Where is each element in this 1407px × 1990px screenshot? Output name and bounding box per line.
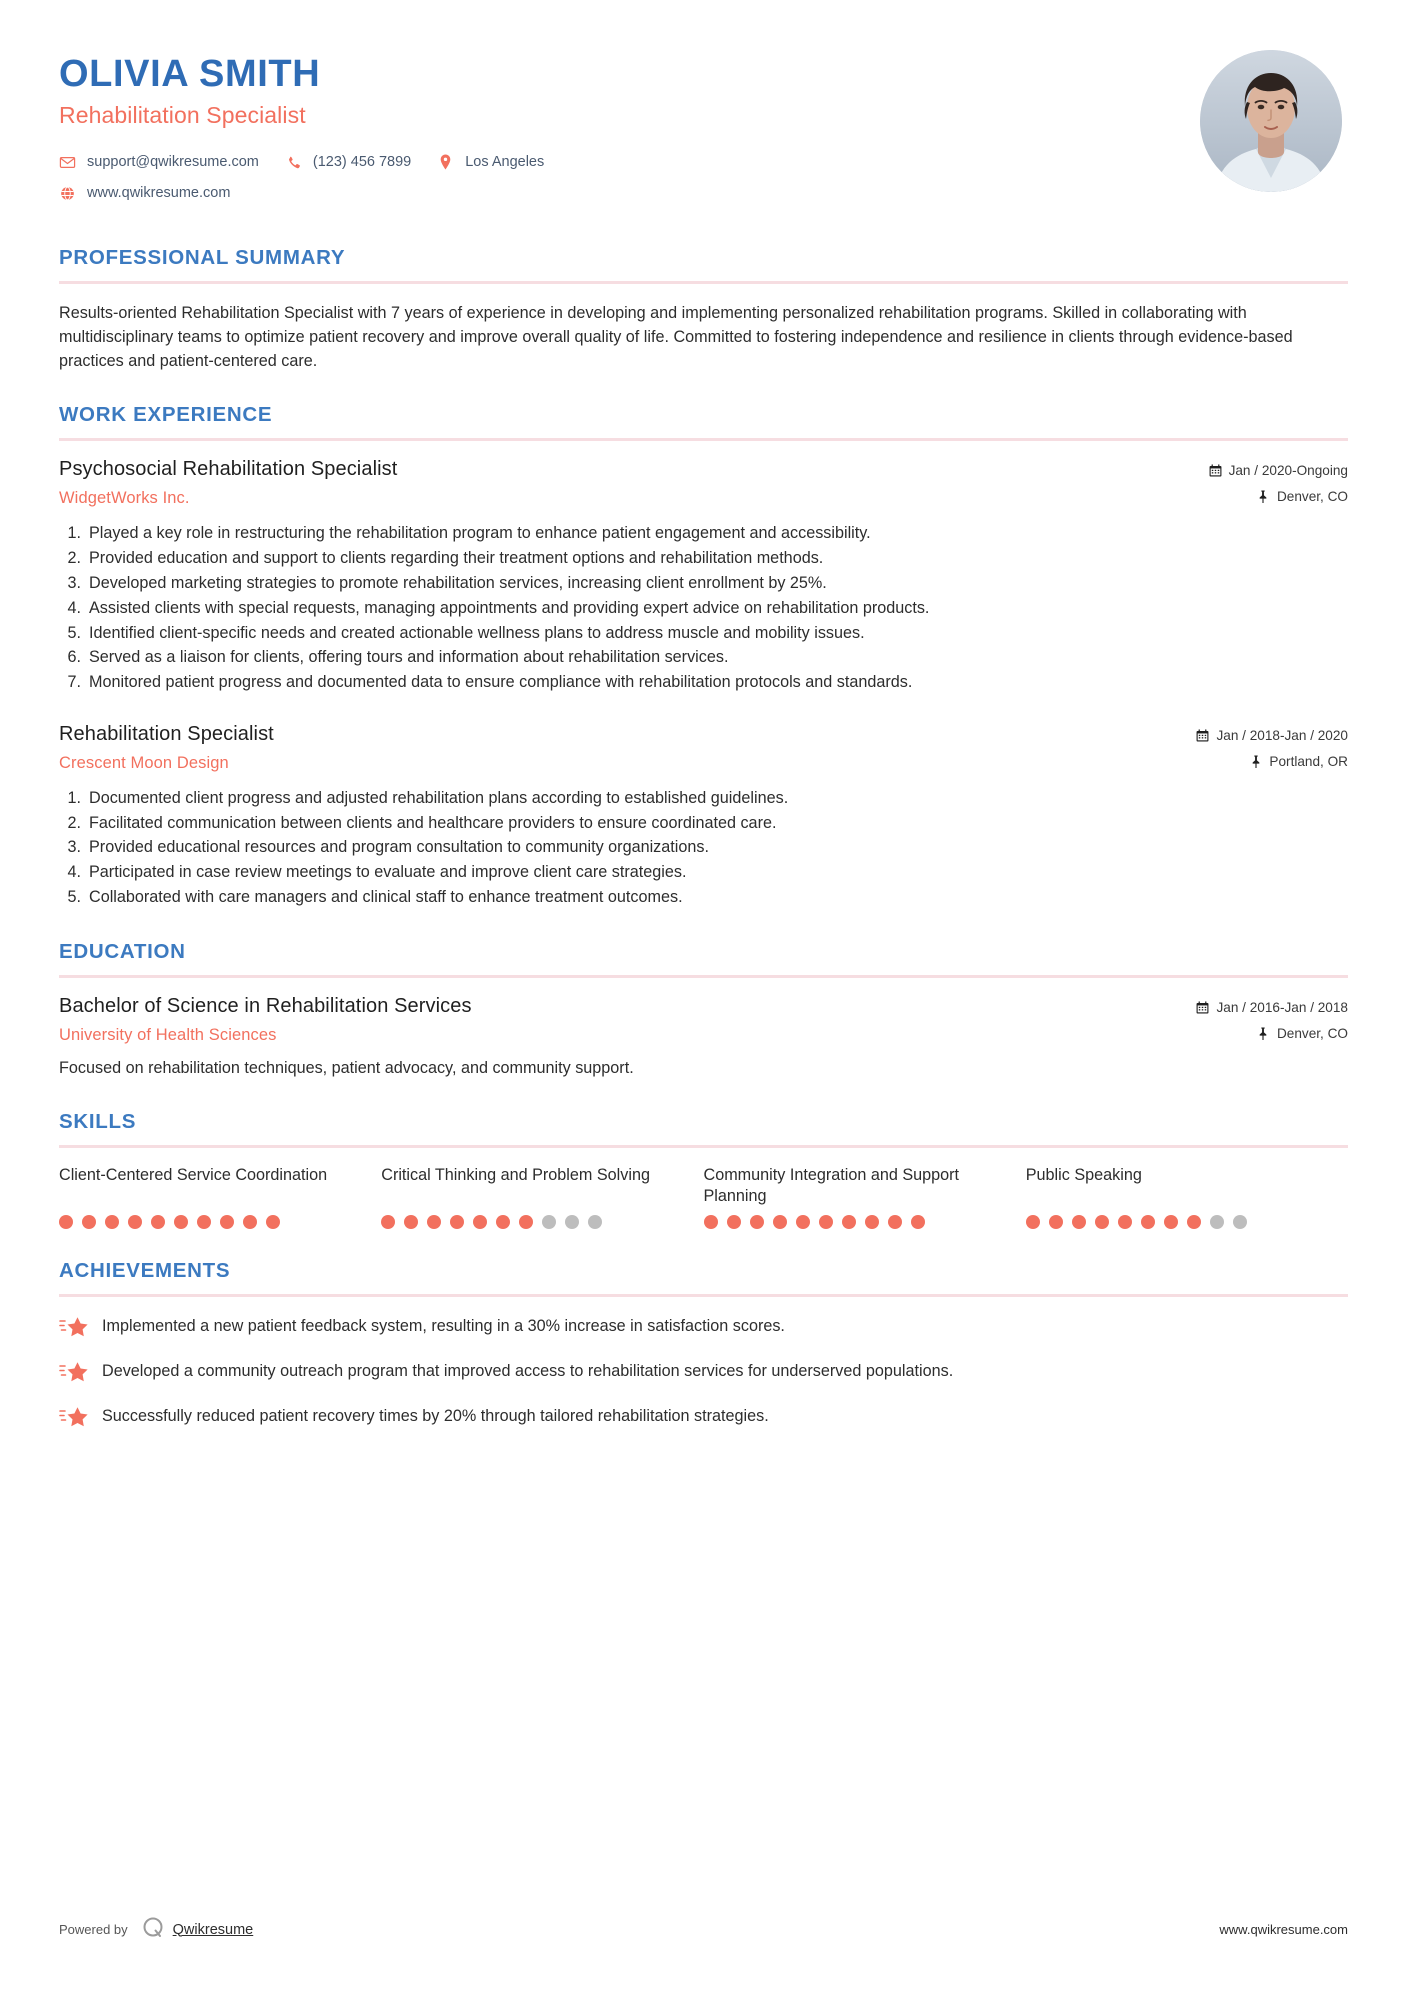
pushpin-icon (1249, 755, 1262, 768)
section-divider (59, 281, 1348, 284)
skill-level-dot (542, 1215, 556, 1229)
experience-location-text: Denver, CO (1276, 489, 1348, 505)
skill-level-meter (381, 1215, 681, 1229)
skill-level-dot (773, 1215, 787, 1229)
bullet-text: Provided education and support to clients regarding their treatment options and rehabilitation methods. (89, 549, 824, 568)
bullet-text: Developed marketing strategies to promote rehabilitation services, increasing client enrollment by 25%. (89, 574, 827, 592)
section-divider (59, 438, 1348, 441)
achievement-text: Implemented a new patient feedback system, resulting in a 30% increase in satisfaction scores. (102, 1317, 785, 1336)
skill-level-dot (842, 1215, 856, 1229)
skill-level-dot (1141, 1215, 1155, 1229)
skill-item (704, 1165, 1026, 1229)
skill-level-dot (1164, 1215, 1178, 1229)
bullet-text: Served as a liaison for clients, offering tours and information about rehabilitation services. (89, 648, 729, 667)
skill-level-meter (1026, 1215, 1326, 1229)
skill-level-dot (911, 1215, 925, 1229)
section-heading-skills: SKILLS (59, 1110, 137, 1134)
achievements-list (59, 1314, 1348, 1431)
location-pin-icon (437, 154, 454, 171)
pushpin-icon (1257, 490, 1270, 503)
header-identity-block (59, 48, 570, 216)
experience-company: WidgetWorks Inc. (59, 489, 190, 508)
experience-location (1196, 754, 1348, 769)
bullet-number: 4. (67, 598, 81, 617)
skill-level-dot (266, 1215, 280, 1229)
contact-website[interactable] (59, 185, 230, 202)
experience-entry-head (59, 458, 1348, 508)
contact-location-text: Los Angeles (465, 154, 545, 171)
page-title: OLIVIA SMITH (59, 53, 321, 95)
star-icon (59, 1405, 89, 1431)
bullet-number: 4. (67, 863, 81, 882)
skill-level-meter (704, 1215, 1004, 1229)
bullet-text: Participated in case review meetings to evaluate and improve client care strategies. (89, 863, 687, 882)
skill-level-dot (704, 1215, 718, 1229)
calendar-icon (1209, 464, 1222, 477)
education-date (1196, 1000, 1348, 1015)
pushpin-icon (1257, 1027, 1270, 1040)
section-achievements (59, 1259, 1348, 1431)
contact-location (437, 154, 544, 171)
contact-phone-text: (123) 456 7899 (312, 154, 412, 171)
education-location-text: Denver, CO (1276, 1025, 1348, 1041)
skill-level-dot (1210, 1215, 1224, 1229)
skill-level-dot (59, 1215, 73, 1229)
section-education (59, 940, 1348, 1080)
globe-icon (59, 185, 76, 202)
bullet-text: Monitored patient progress and documented data to ensure compliance with rehabilitation protocols and standards. (89, 673, 913, 692)
bullet-number: 2. (67, 549, 81, 568)
star-icon (59, 1315, 89, 1341)
experience-location (1209, 489, 1348, 504)
experience-bullet (59, 811, 1348, 836)
section-heading-summary: PROFESSIONAL SUMMARY (59, 245, 346, 269)
phone-icon (285, 154, 302, 171)
education-entry (59, 995, 1348, 1080)
experience-entry (59, 723, 1348, 910)
experience-bullet (59, 670, 1348, 695)
skill-level-dot (1187, 1215, 1201, 1229)
skill-level-dot (1233, 1215, 1247, 1229)
section-heading-education: EDUCATION (59, 939, 186, 963)
bullet-number: 3. (67, 574, 81, 592)
experience-date-text: Jan / 2020-Ongoing (1228, 463, 1348, 479)
experience-entry (59, 458, 1348, 694)
skill-level-dot (819, 1215, 833, 1229)
experience-entry-left (59, 723, 1196, 773)
footer-brand-link[interactable]: Qwikresume (172, 1921, 254, 1938)
experience-bullet (59, 621, 1348, 646)
experience-bullet (59, 546, 1348, 571)
skill-level-dot (796, 1215, 810, 1229)
education-date-text: Jan / 2016-Jan / 2018 (1216, 999, 1348, 1015)
experience-bullets (59, 521, 1348, 694)
section-professional-summary (59, 246, 1348, 374)
email-icon (59, 154, 76, 171)
section-divider (59, 1145, 1348, 1148)
achievement-item (59, 1404, 1348, 1431)
experience-date (1209, 463, 1348, 478)
skill-item (1026, 1165, 1348, 1229)
skill-level-dot (243, 1215, 257, 1229)
calendar-icon (1196, 729, 1209, 742)
skill-level-dot (151, 1215, 165, 1229)
star-icon (59, 1360, 89, 1386)
skill-level-dot (473, 1215, 487, 1229)
skill-level-dot (450, 1215, 464, 1229)
experience-role: Rehabilitation Specialist (59, 722, 274, 745)
skill-level-dot (565, 1215, 579, 1229)
contact-website-text: www.qwikresume.com (87, 185, 231, 202)
contact-email[interactable] (59, 154, 259, 171)
experience-bullet (59, 645, 1348, 670)
summary-text: Results-oriented Rehabilitation Specialist with 7 years of experience in developing and implementing personalized rehabilitation programs. Skilled in collaborating with multidisciplinary teams to optimize patient recovery and improve overall quality of life. Committed to fostering independence and resilience in clients through evidence-based practices and patient-centered care. (59, 303, 1293, 371)
skill-level-dot (105, 1215, 119, 1229)
bullet-number: 6. (67, 648, 81, 667)
achievement-item (59, 1314, 1348, 1341)
experience-entry-left (59, 458, 1209, 508)
bullet-text: Identified client-specific needs and created actionable wellness plans to address muscle and mobility issues. (89, 623, 865, 642)
skill-level-dot (1118, 1215, 1132, 1229)
qwikresume-logo-icon (140, 1915, 166, 1944)
skill-level-dot (588, 1215, 602, 1229)
skill-level-dot (128, 1215, 142, 1229)
achievement-text: Developed a community outreach program that improved access to rehabilitation services for underserved populations. (102, 1362, 954, 1381)
skill-level-dot (750, 1215, 764, 1229)
skill-level-dot (1049, 1215, 1063, 1229)
experience-entry-meta (1196, 723, 1348, 769)
skill-level-dot (1095, 1215, 1109, 1229)
education-entry-left (59, 995, 1196, 1045)
skill-level-dot (404, 1215, 418, 1229)
skill-level-dot (496, 1215, 510, 1229)
contact-phone[interactable] (285, 154, 411, 171)
resume-header (59, 0, 1348, 216)
experience-list (59, 458, 1348, 909)
profile-photo (1200, 50, 1342, 192)
experience-bullet (59, 885, 1348, 910)
skill-level-dot (197, 1215, 211, 1229)
experience-entry-head (59, 723, 1348, 773)
education-note: Focused on rehabilitation techniques, patient advocacy, and community support. (59, 1058, 634, 1077)
contact-row-secondary (59, 185, 570, 202)
skill-level-dot (865, 1215, 879, 1229)
skill-level-dot (519, 1215, 533, 1229)
footer-website[interactable]: www.qwikresume.com (1219, 1922, 1348, 1937)
bullet-number: 1. (67, 524, 81, 543)
section-heading-achievements: ACHIEVEMENTS (59, 1259, 231, 1283)
skill-level-dot (381, 1215, 395, 1229)
experience-company: Crescent Moon Design (59, 753, 229, 772)
skill-level-dot (174, 1215, 188, 1229)
skill-level-dot (427, 1215, 441, 1229)
experience-bullet (59, 786, 1348, 811)
footer-powered-by-label: Powered by (59, 1922, 128, 1937)
skill-name: Community Integration and Support Planning (703, 1166, 960, 1206)
skill-item (59, 1165, 381, 1229)
bullet-text: Provided educational resources and program consultation to community organizations. (89, 838, 709, 857)
skill-level-dot (1026, 1215, 1040, 1229)
experience-date (1196, 728, 1348, 743)
experience-role: Psychosocial Rehabilitation Specialist (59, 458, 398, 481)
achievement-item (59, 1359, 1348, 1386)
experience-entry-meta (1209, 458, 1348, 504)
experience-bullet (59, 835, 1348, 860)
experience-bullet (59, 571, 1348, 596)
skill-level-dot (82, 1215, 96, 1229)
education-entry-meta (1196, 995, 1348, 1041)
bullet-text: Assisted clients with special requests, managing appointments and providing expert advice on rehabilitation products. (89, 598, 930, 617)
experience-bullet (59, 596, 1348, 621)
achievement-text: Successfully reduced patient recovery times by 20% through tailored rehabilitation strategies. (102, 1407, 769, 1426)
skill-level-dot (1072, 1215, 1086, 1229)
experience-location-text: Portland, OR (1269, 753, 1348, 769)
section-skills (59, 1110, 1348, 1229)
experience-bullet (59, 860, 1348, 885)
bullet-text: Collaborated with care managers and clinical staff to enhance treatment outcomes. (89, 888, 683, 907)
skill-name: Client-Centered Service Coordination (59, 1166, 328, 1185)
education-list (59, 995, 1348, 1080)
experience-bullets (59, 786, 1348, 910)
bullet-number: 5. (67, 623, 81, 642)
bullet-text: Facilitated communication between clients and healthcare providers to ensure coordinated care. (89, 813, 777, 832)
skill-item (381, 1165, 703, 1229)
bullet-number: 1. (67, 788, 81, 807)
page-footer (59, 1915, 1348, 1944)
skill-name: Critical Thinking and Problem Solving (381, 1166, 650, 1185)
skills-grid (59, 1165, 1348, 1229)
contact-row-primary (59, 154, 570, 171)
education-school: University of Health Sciences (59, 1025, 277, 1044)
experience-date-text: Jan / 2018-Jan / 2020 (1216, 727, 1348, 743)
experience-bullet (59, 521, 1348, 546)
skill-level-dot (727, 1215, 741, 1229)
section-work-experience (59, 403, 1348, 909)
skill-level-dot (888, 1215, 902, 1229)
bullet-text: Documented client progress and adjusted rehabilitation plans according to established guidelines. (89, 788, 789, 807)
education-degree: Bachelor of Science in Rehabilitation Services (59, 994, 472, 1017)
contact-email-text: support@qwikresume.com (87, 154, 259, 171)
skill-name: Public Speaking (1025, 1166, 1142, 1185)
skill-level-meter (59, 1215, 359, 1229)
bullet-number: 2. (67, 813, 81, 832)
footer-powered-by (59, 1915, 253, 1944)
bullet-text: Played a key role in restructuring the rehabilitation program to enhance patient engagement and accessibility. (89, 524, 871, 543)
education-entry-head (59, 995, 1348, 1045)
skill-level-dot (220, 1215, 234, 1229)
job-title: Rehabilitation Specialist (59, 101, 306, 128)
section-divider (59, 975, 1348, 978)
section-divider (59, 1294, 1348, 1297)
bullet-number: 3. (67, 838, 81, 857)
calendar-icon (1196, 1001, 1209, 1014)
bullet-number: 5. (67, 888, 81, 907)
section-heading-experience: WORK EXPERIENCE (59, 403, 273, 427)
bullet-number: 7. (67, 673, 81, 692)
education-location (1196, 1026, 1348, 1041)
contact-details (59, 154, 570, 202)
avatar (1200, 50, 1342, 192)
